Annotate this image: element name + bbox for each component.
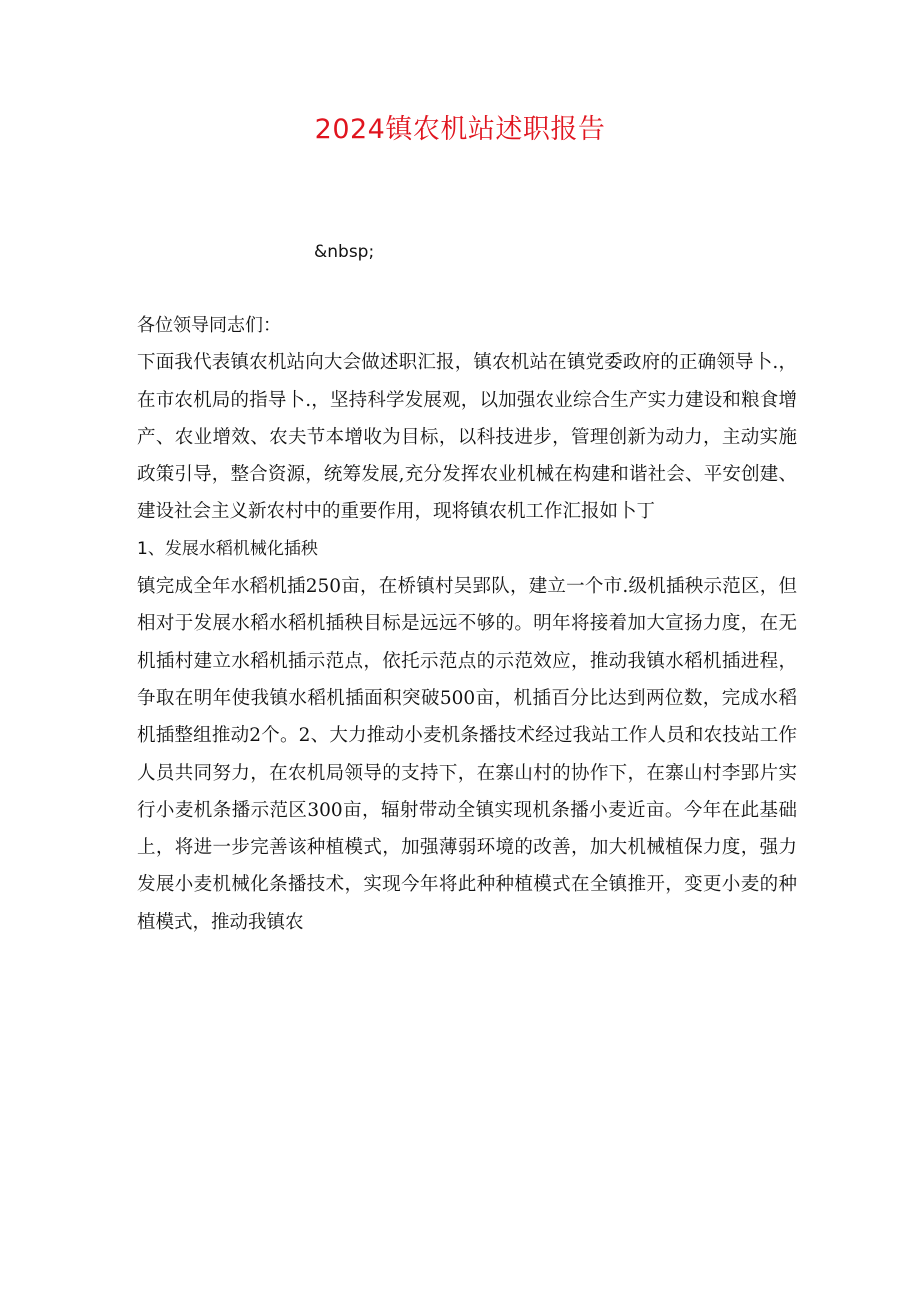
section-1-paragraph: 镇完成全年水稻机插250亩，在桥镇村吴郢队，建立一个市.级机插秧示范区，但相对于发展水稻水稻机插秧目标是远远不够的。明年将接着加大宣扬力度，在无机插村建立水稻机插示范点，依托示范点的示范效应，推动我镇水稻机插进程，争取在明年使我镇水稻机插面积突破500亩，机插百分比达到两位数，完成水稻机插整组推动2个。2、大力推动小麦机条播技术经过我站工作人员和农技站工作人员共同努力，在农机局领导的支持下，在寨山村的协作下，在寨山村李郢片实行小麦机条播示范区300亩，辐射带动全镇实现机条播小麦近亩。今年在此基础上，将进一步完善该种植模式，加强薄弱环境的改善，加大机械植保力度，强力发展小麦机械化条播技术，实现今年将此种种植模式在全镇推开，变更小麦的种植模式，推动我镇农 xyxy=(137,576,797,933)
intro-paragraph: 下面我代表镇农机站向大会做述职汇报，镇农机站在镇党委政府的正确领导卜.，在市农机局的指导卜.，坚持科学发展观，以加强农业综合生产实力建设和粮食增产、农业增效、农夫节本增收为目标，以科技进步，管理创新为动力，主动实施政策引导，整合资源，统筹发展,充分发挥农业机械在构建和谐社会、平安创建、建设社会主义新农村中的重要作用，现将镇农机工作汇报如卜丁 xyxy=(137,352,797,523)
section-heading-1: 1、发展水稻机械化插秧 xyxy=(137,538,318,559)
nbsp-placeholder-text: &nbsp; xyxy=(314,242,375,262)
document-title: 2024镇农机站述职报告 xyxy=(314,114,606,145)
document-body xyxy=(137,307,797,941)
greeting-line: 各位领导同志们： xyxy=(137,315,281,336)
